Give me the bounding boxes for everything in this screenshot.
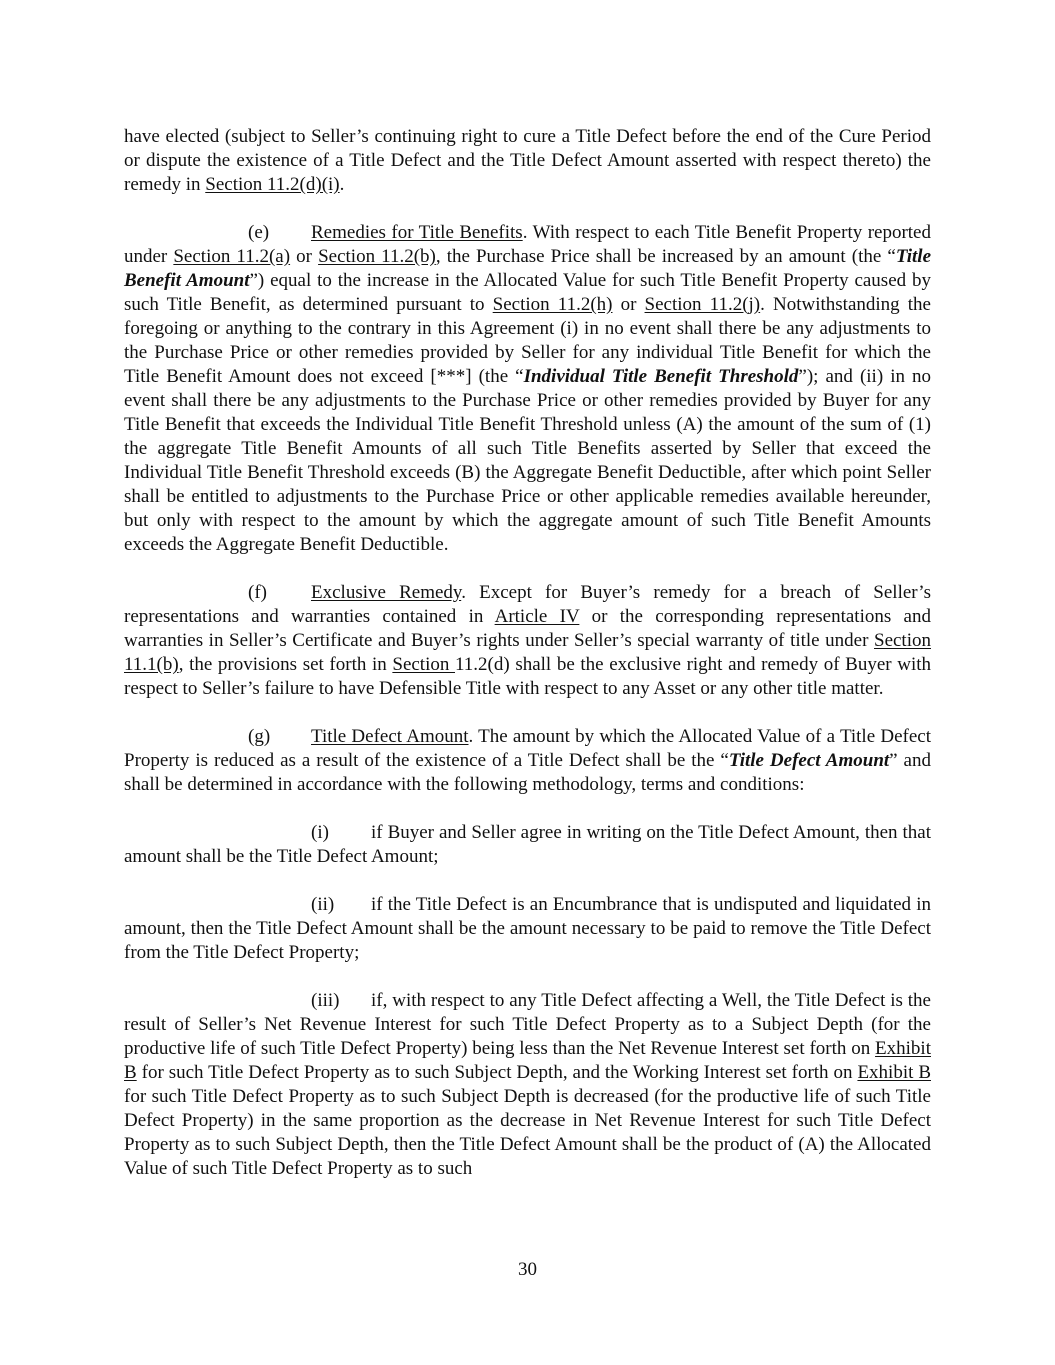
subparagraph-ii: (ii) if the Title Defect is an Encumbrance that is undisputed and liquidated in amount, then the Title Defect Amount shall be the amount necessary to be paid to remove the Title Defect from the Title Defect Property; — [124, 894, 931, 963]
paragraph-g: (g) Title Defect Amount. The amount by which the Allocated Value of a Title Defect Property is reduced as a result of the existence of a Title Defect shall be the “Title Defect Amount” and shall be determined in accordance with the following methodology, terms and conditions: — [124, 726, 931, 795]
page-number: 30 — [518, 1259, 537, 1280]
cross-reference: Section 11.2(a) — [173, 246, 291, 267]
cross-reference: Section 11.1(b) — [124, 630, 931, 675]
subparagraph-iii: (iii) if, with respect to any Title Defect affecting a Well, the Title Defect is the result of Seller’s Net Revenue Interest for such Title Defect Property as to a Subject Depth (for the productive life of such Title Defect Property) being less than the Net Revenue Interest set forth on Exhibit B for such Title Defect Property as to such Subject Depth, and the Working Interest set forth on Exhibit B for such Title Defect Property as to such Subject Depth is decreased (for the productive life of such Title Defect Property) in the same proportion as the decrease in Net Revenue Interest for such Title Defect Property as to such Subject Depth, then the Title Defect Amount shall be the product of (A) the Allocated Value of such Title Defect Property as to such — [124, 990, 931, 1179]
cross-reference: Section 11.2(j) — [644, 294, 761, 315]
paragraph-number: (g) — [248, 726, 271, 747]
cross-reference: Article IV — [494, 606, 580, 627]
cross-reference: Section 11.2(b) — [318, 246, 436, 267]
defined-term: Individual Title Benefit Threshold — [523, 366, 799, 387]
paragraph-number: (f) — [248, 582, 267, 603]
subparagraph-number: (i) — [311, 822, 329, 843]
cross-reference: Exhibit B — [857, 1062, 931, 1083]
paragraph-heading: Title Defect Amount — [311, 726, 469, 747]
paragraph-e: (e) Remedies for Title Benefits. With respect to each Title Benefit Property reported under Section 11.2(a) or Section 11.2(b), the Purchase Price shall be increased by an amount (the “Title Benefit Amount”) equal to the increase in the Allocated Value for such Title Benefit Property caused by such Title Benefit, as determined pursuant to Section 11.2(h) or Section 11.2(j). Notwithstanding the foregoing or anything to the contrary in this Agreement (i) in no event shall there be any adjustments to the Purchase Price or other remedies provided by Seller for any individual Title Benefit for which the Title Benefit Amount does not exceed [***] (the “Individual Title Benefit Threshold”); and (ii) in no event shall there be any adjustments to the Purchase Price or other remedies provided by Buyer for any Title Benefit that exceeds the Individual Title Benefit Threshold unless (A) the amount of the sum of (1) the aggregate Title Benefit Amounts of all such Title Benefits asserted by Seller that exceed the Individual Title Benefit Threshold exceeds (B) the Aggregate Benefit Deductible, after which point Seller shall be entitled to adjustments to the Purchase Price or other applicable remedies available hereunder, but only with respect to the amount by which the aggregate amount of such Title Benefit Amounts exceeds the Aggregate Benefit Deductible. — [124, 222, 932, 555]
paragraph-heading: Remedies for Title Benefits — [311, 222, 523, 243]
cross-reference: Section 11.2(d)(i) — [205, 174, 340, 195]
cross-reference: Exhibit B — [124, 1038, 931, 1083]
cross-reference: Section — [392, 654, 455, 675]
paragraph-f: (f) Exclusive Remedy. Except for Buyer’s remedy for a breach of Seller’s representations and warranties contained in Article IV or the corresponding representations and warranties in Seller’s Certificate and Buyer’s rights under Seller’s special warranty of title under Section 11.1(b), the provisions set forth in Section 11.2(d) shall be the exclusive right and remedy of Buyer with respect to Seller’s failure to have Defensible Title with respect to any Asset or any other title matter. — [124, 582, 932, 699]
body-text — [124, 125, 931, 1205]
cross-reference: Section 11.2(h) — [492, 294, 613, 315]
subparagraph-i: (i) if Buyer and Seller agree in writing on the Title Defect Amount, then that amount shall be the Title Defect Amount; — [124, 822, 931, 867]
paragraph-continuation: have elected (subject to Seller’s continuing right to cure a Title Defect before the end of the Cure Period or dispute the existence of a Title Defect and the Title Defect Amount asserted with respect thereto) the remedy in Section 11.2(d)(i). — [124, 126, 931, 195]
subparagraph-number: (iii) — [311, 990, 340, 1011]
paragraph-heading: Exclusive Remedy — [311, 582, 462, 603]
subparagraph-number: (ii) — [311, 894, 335, 915]
defined-term: Title Benefit Amount — [124, 246, 932, 291]
defined-term: Title Defect Amount — [728, 750, 890, 771]
paragraph-number: (e) — [248, 222, 270, 243]
